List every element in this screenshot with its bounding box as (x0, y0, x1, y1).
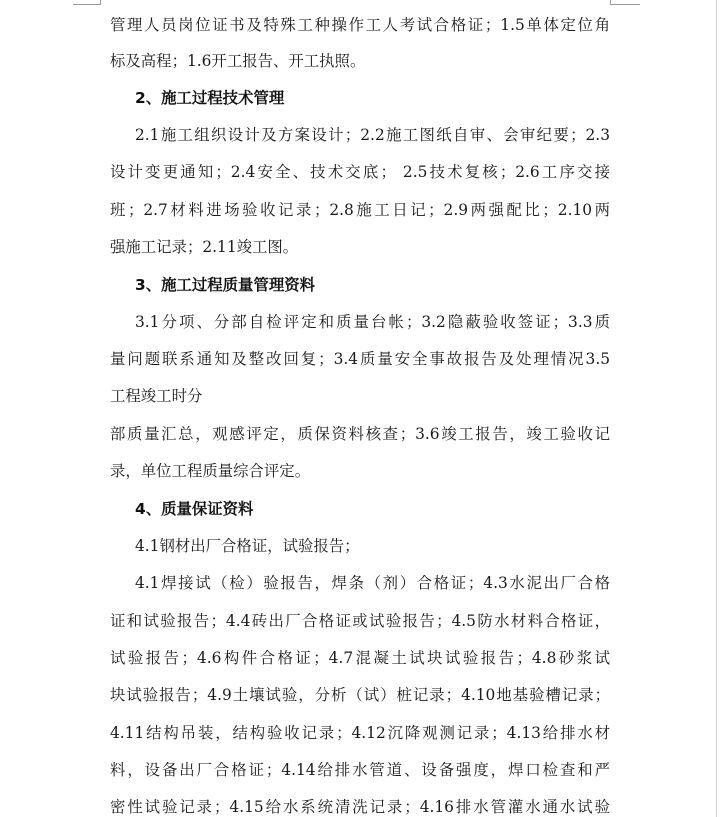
body-text-line: 设计变更通知；2.4安全、技术交底； 2.5技术复核；2.6工序交接 (110, 163, 610, 181)
crop-mark-top-left (73, 4, 101, 5)
body-text-line: 标及高程；1.6开工报告、开工执照。 (110, 52, 366, 70)
body-text-line: 录，单位工程质量综合评定。 (110, 462, 311, 480)
body-text-line: 4.11结构吊装，结构验收记录；4.12沉降观测记录；4.13给排水材 (110, 724, 610, 742)
body-text-line: 部质量汇总，观感评定，质保资料核查；3.6竣工报告，竣工验收记 (110, 425, 610, 443)
section-heading: 3、施工过程质量管理资料 (135, 276, 316, 294)
section-heading: 2、施工过程技术管理 (135, 89, 285, 107)
body-text-line: 量问题联系通知及整改回复；3.4质量安全事故报告及处理情况3.5 (110, 350, 610, 368)
crop-mark-top-right (610, 4, 640, 5)
body-text-line: 证和试验报告；4.4砖出厂合格证或试验报告；4.5防水材料合格证， (110, 612, 610, 630)
body-text-line: 4.1焊接试（检）验报告，焊条（剂）合格证；4.3水泥出厂合格 (135, 574, 610, 592)
body-text-line: 料，设备出厂合格证；4.14给排水管道、设备强度，焊口检查和严 (110, 761, 610, 779)
page-edge (716, 0, 717, 817)
body-text-line: 试验报告；4.6构件合格证；4.7混凝土试块试验报告；4.8砂浆试 (110, 649, 610, 667)
crop-mark-top-right-vertical (610, 0, 611, 5)
body-text-line: 3.1分项、分部自检评定和质量台帐；3.2隐蔽验收签证；3.3质 (135, 313, 610, 331)
body-text-line: 4.1钢材出厂合格证，试验报告； (135, 537, 360, 555)
body-text-line: 班；2.7材料进场验收记录；2.8施工日记；2.9两强配比；2.10两 (110, 201, 610, 219)
body-text-line: 密性试验记录；4.15给水系统清洗记录；4.16排水管灌水通水试验 (110, 798, 610, 816)
body-text-line: 强施工记录；2.11竣工图。 (110, 238, 299, 256)
section-heading: 4、质量保证资料 (135, 500, 254, 518)
body-text-line: 2.1施工组织设计及方案设计；2.2施工图纸自审、会审纪要；2.3 (135, 126, 610, 144)
body-text-line: 块试验报告；4.9土壤试验，分析（试）桩记录；4.10地基验槽记录； (110, 686, 610, 704)
body-text-line: 管理人员岗位证书及特殊工种操作工人考试合格证；1.5单体定位角 (110, 16, 610, 34)
body-text-line: 工程竣工时分 (110, 387, 203, 405)
crop-mark-top-left-vertical (100, 0, 101, 5)
